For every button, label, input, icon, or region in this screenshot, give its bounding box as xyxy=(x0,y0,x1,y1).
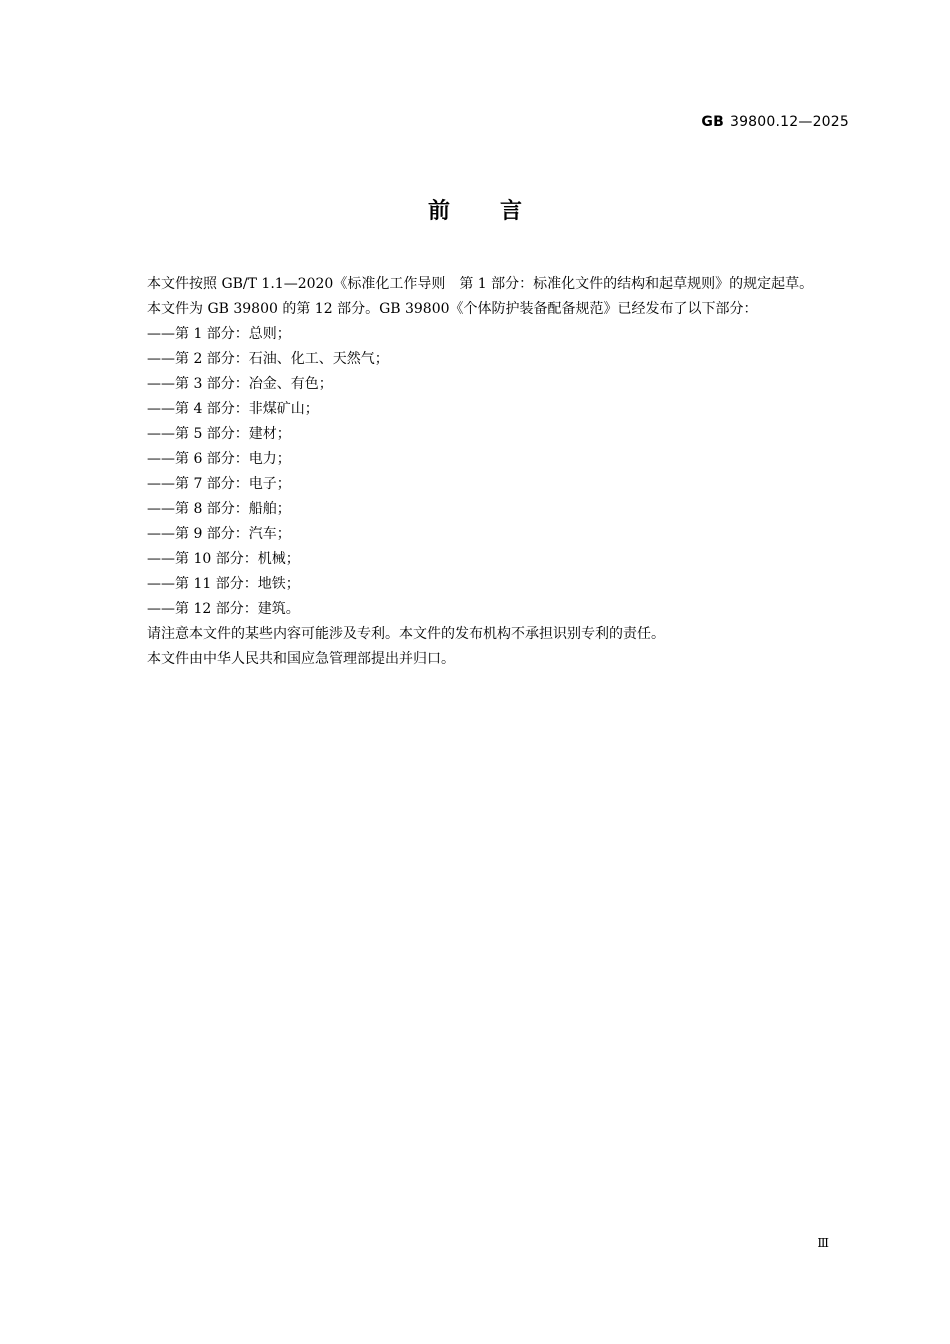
list-item: ——第 7 部分：电子； xyxy=(147,476,291,492)
drafting-rules-paragraph: 本文件按照 GB/T 1.1—2020《标准化工作导则 第 1 部分：标准化文件的结构和起草规则》的规定起草。 xyxy=(147,276,814,292)
page-title: 前言 xyxy=(427,199,572,224)
standard-number: 39800.12—2025 xyxy=(729,114,849,130)
list-item: ——第 1 部分：总则； xyxy=(147,326,291,342)
parts-list xyxy=(114,322,850,622)
list-item: ——第 12 部分：建筑。 xyxy=(147,601,300,617)
list-item: ——第 2 部分：石油、化工、天然气； xyxy=(147,351,389,367)
standard-code xyxy=(701,114,849,130)
list-item: ——第 9 部分：汽车； xyxy=(147,526,291,542)
list-item: ——第 3 部分：冶金、有色； xyxy=(147,376,333,392)
list-item: ——第 10 部分：机械； xyxy=(147,551,300,567)
list-item: ——第 5 部分：建材； xyxy=(147,426,291,442)
standard-prefix: GB xyxy=(701,114,724,130)
foreword-body xyxy=(114,272,850,672)
page-number: Ⅲ xyxy=(817,1236,829,1250)
patent-notice-paragraph: 请注意本文件的某些内容可能涉及专利。本文件的发布机构不承担识别专利的责任。 xyxy=(147,626,665,642)
proposer-paragraph: 本文件由中华人民共和国应急管理部提出并归口。 xyxy=(147,651,455,667)
list-item: ——第 6 部分：电力； xyxy=(147,451,291,467)
list-item: ——第 11 部分：地铁； xyxy=(147,576,300,592)
list-item: ——第 8 部分：船舶； xyxy=(147,501,291,517)
series-intro-paragraph: 本文件为 GB 39800 的第 12 部分。GB 39800《个体防护装备配备规范》已经发布了以下部分： xyxy=(147,301,758,317)
list-item: ——第 4 部分：非煤矿山； xyxy=(147,401,319,417)
